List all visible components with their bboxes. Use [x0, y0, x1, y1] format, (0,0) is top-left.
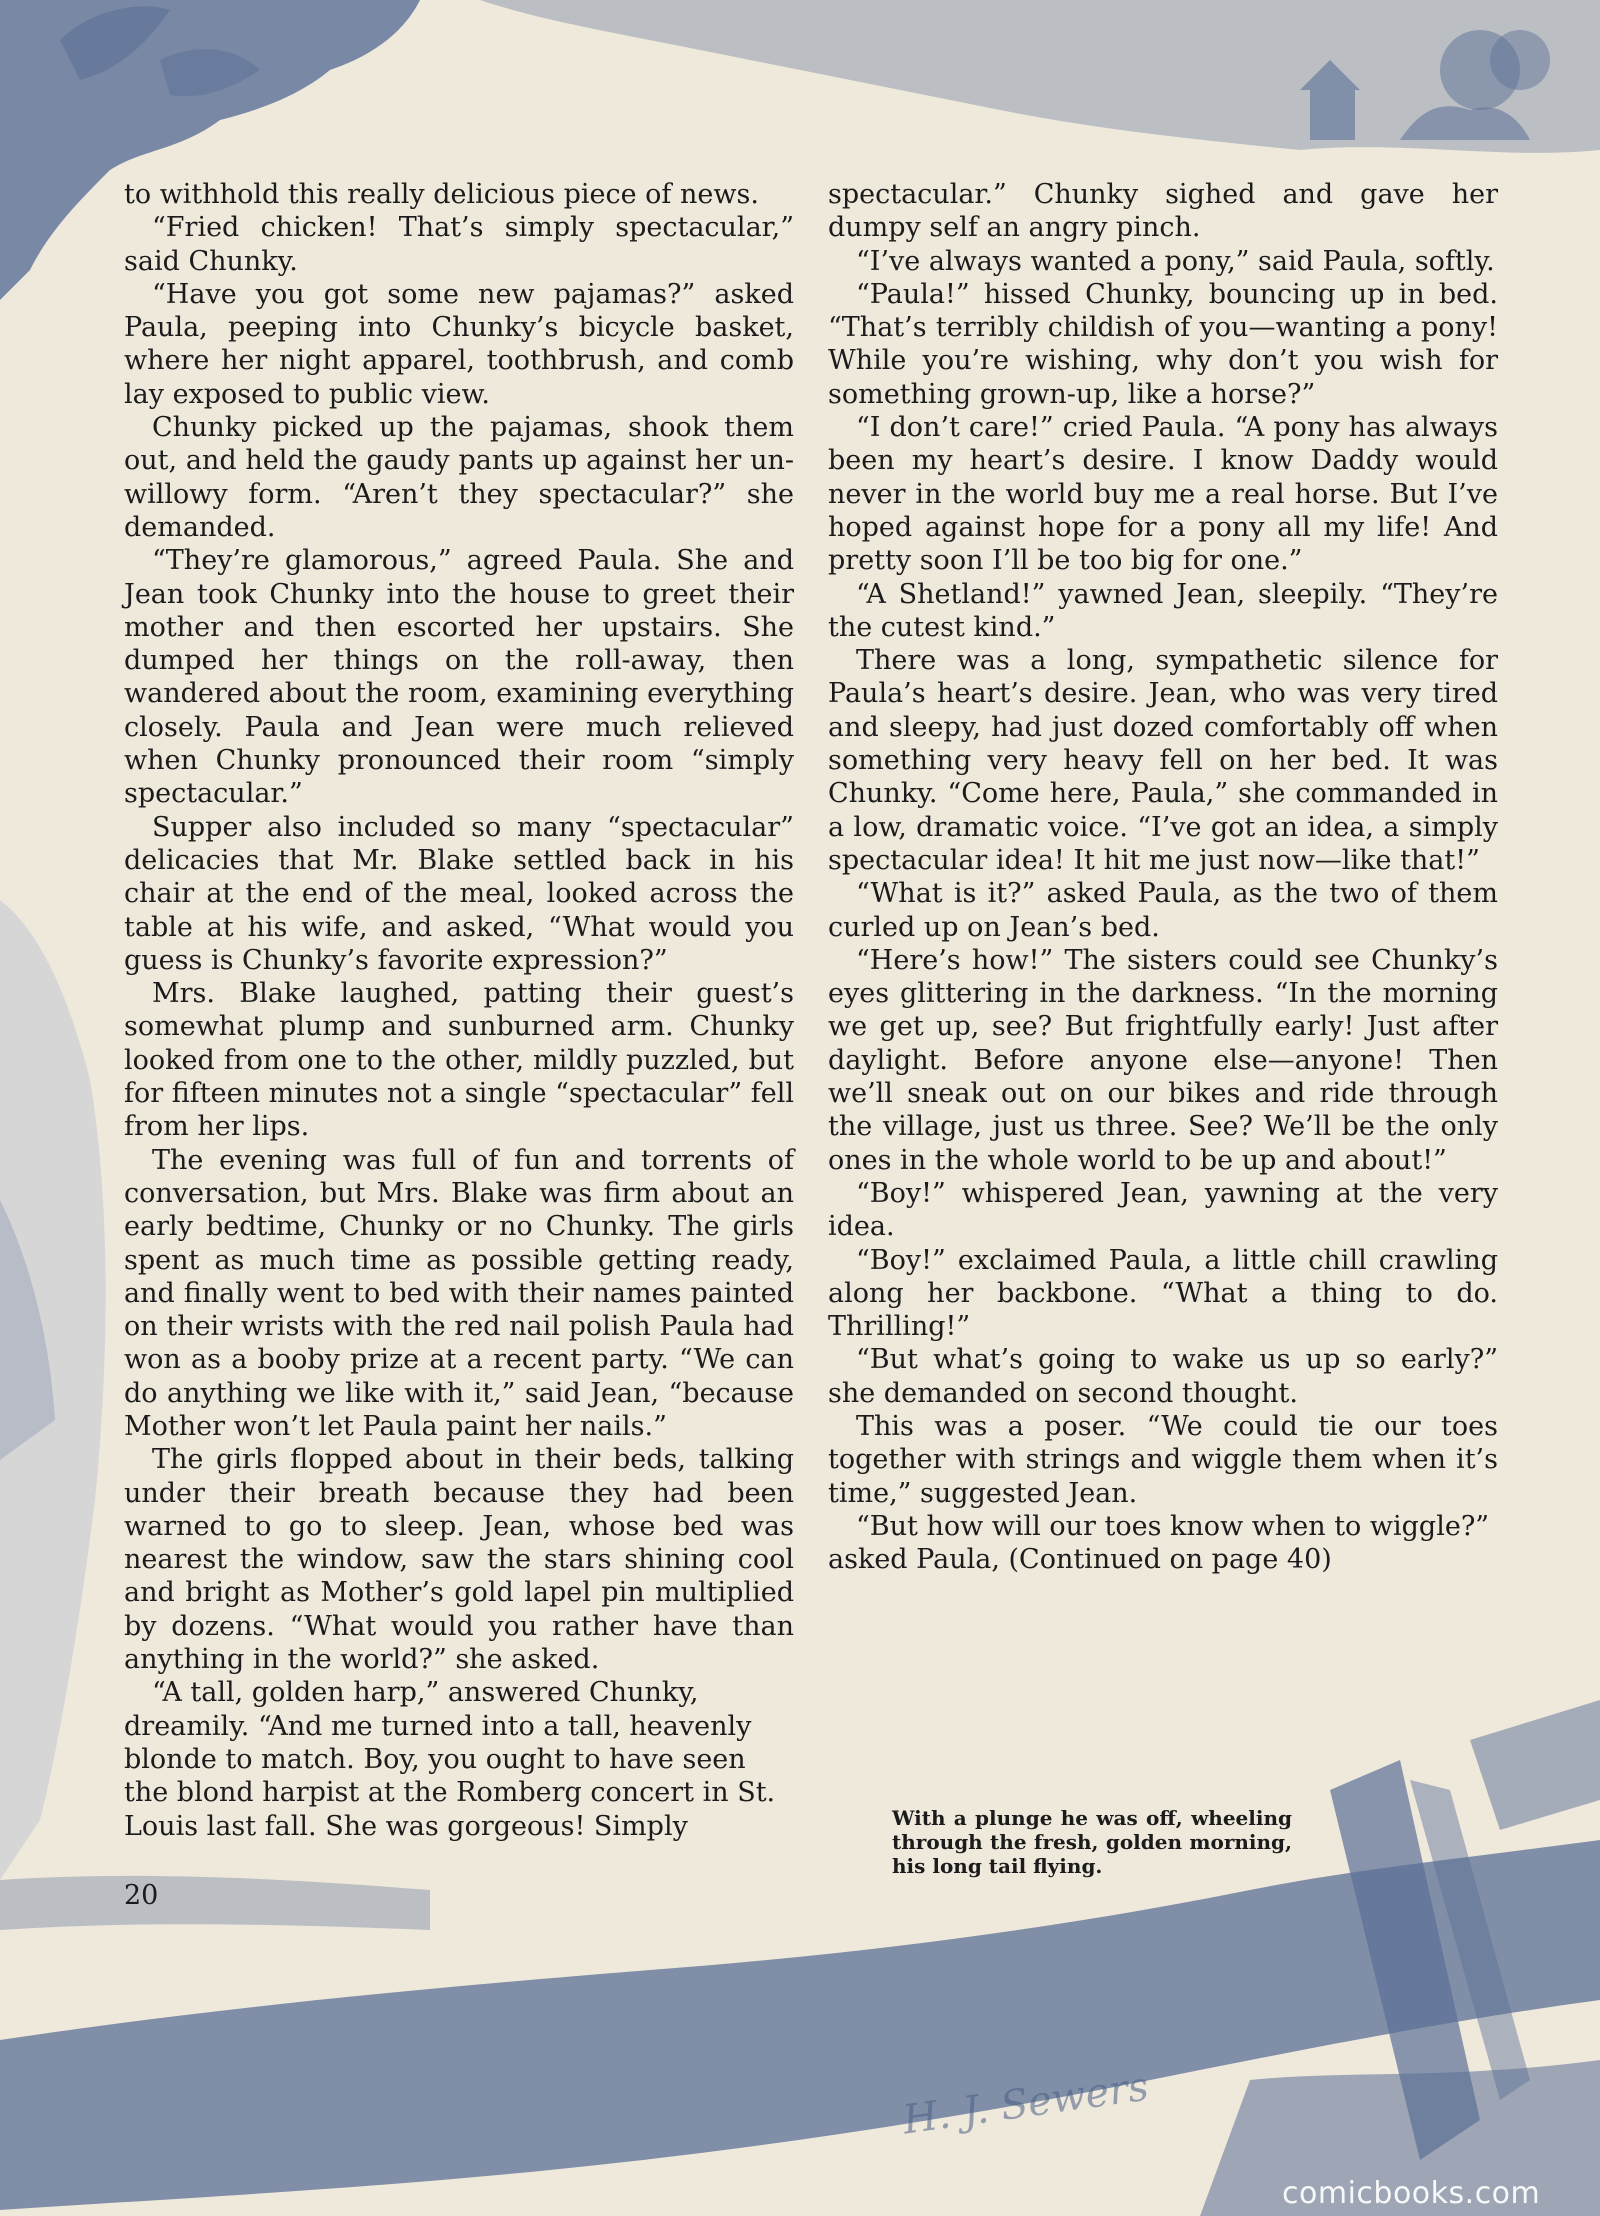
paragraph: “But what’s going to wake us up so early?” she demanded on second thought.: [828, 1344, 1498, 1409]
paragraph: “What is it?” asked Paula, as the two of them curled up on Jean’s bed.: [828, 878, 1498, 943]
paragraph: This was a poser. “We could tie our toes together with strings and wiggle them when it’s time,” suggested Jean.: [828, 1410, 1498, 1509]
illustration-caption: With a plunge he was off, wheeling through the fresh, golden morning, his long tail flying.: [892, 1806, 1292, 1878]
paragraph: “I’ve always wanted a pony,” said Paula, softly.: [856, 245, 1495, 277]
paragraph: “Have you got some new pajamas?” asked Paula, peeping into Chunky’s bicycle basket, where her night apparel, toothbrush, and comb lay exposed to public view.: [124, 278, 794, 410]
paragraph: “A Shetland!” yawned Jean, sleepily. “They’re the cutest kind.”: [828, 578, 1498, 643]
paragraph: “Here’s how!” The sisters could see Chunky’s eyes glittering in the darkness. “In the morning we get up, see? But frightfully early! Just after daylight. Before anyone else—anyone! Then we’ll sneak out on our bikes and ride through the village, just us three. See? We’ll be the only ones in the whole world to be up and about!”: [828, 944, 1498, 1176]
paragraph: “Fried chicken! That’s simply spectacular,” said Chunky.: [124, 212, 794, 277]
paragraph: Chunky picked up the pajamas, shook them out, and held the gaudy pants up against her un-willowy form. “Aren’t they spectacular?” she demanded.: [124, 412, 794, 543]
paragraph: The evening was full of fun and torrents of conversation, but Mrs. Blake was firm about an early bedtime, Chunky or no Chunky. The girls spent as much time as possible getting ready, and finally went to bed with their names painted on their wrists with the red nail polish Paula had won as a booby prize at a recent party. “We can do anything we like with it,” said Jean, “because Mother won’t let Paula paint her nails.”: [124, 1144, 794, 1442]
paragraph: “They’re glamorous,” agreed Paula. She and Jean took Chunky into the house to greet their mother and then escorted her upstairs. She dumped her things on the roll-away, then wandered about the room, examining everything closely. Paula and Jean were much relieved when Chunky pronounced their room “simply spectacular.”: [124, 545, 794, 810]
paragraph: There was a long, sympathetic silence for Paula’s heart’s desire. Jean, who was very tired and sleepy, had just dozed comfortably off when something very heavy fell on her bed. It was Chunky. “Come here, Paula,” she commanded in a low, dramatic voice. “I’ve got an idea, a simply spectacular idea! It hit me just now—like that!”: [828, 645, 1498, 876]
paragraph: “But how will our toes know when to wiggle?” asked Paula, (Continued on page 40): [828, 1510, 1490, 1576]
artist-signature: H. J. Sewers: [900, 2063, 1152, 2144]
text-column-right: [828, 178, 1498, 1576]
paragraph: Mrs. Blake laughed, patting their guest’s somewhat plump and sunburned arm. Chunky looked from one to the other, mildly puzzled, but for fifteen minutes not a single “spectacular” fell from her lips.: [124, 978, 794, 1143]
paragraph: Supper also included so many “spectacular” delicacies that Mr. Blake settled back in his chair at the end of the meal, looked across the table at his wife, and asked, “What would you guess is Chunky’s favorite expression?”: [124, 811, 794, 976]
paragraph: “Paula!” hissed Chunky, bouncing up in bed. “That’s terribly childish of you—wanting a pony! While you’re wishing, why don’t you wish for something grown-up, like a horse?”: [828, 278, 1498, 410]
paragraph: The girls flopped about in their beds, talking under their breath because they had been warned to go to sleep. Jean, whose bed was nearest the window, saw the stars shining cool and bright as Mother’s gold lapel pin multiplied by dozens. “What would you rather have than anything in the world?” she asked.: [124, 1444, 794, 1676]
paragraph: “Boy!” exclaimed Paula, a little chill crawling along her backbone. “What a thing to do. Thrilling!”: [828, 1244, 1498, 1343]
page-number: 20: [124, 1880, 159, 1911]
paragraph: to withhold this really delicious piece of news.: [124, 179, 759, 210]
site-watermark: comicbooks.com: [1282, 2176, 1541, 2211]
paragraph: “A tall, golden harp,” answered Chunky, dreamily. “And me turned into a tall, heavenly blonde to match. Boy, you ought to have seen the blond harpist at the Romberg concert in St. Louis last fall. She was gorgeous! Simply: [124, 1677, 776, 1842]
paragraph: “I don’t care!” cried Paula. “A pony has always been my heart’s desire. I know Daddy would never in the world buy me a real horse. But I’ve hoped against hope for a pony all my life! And pretty soon I’ll be too big for one.”: [828, 412, 1498, 577]
text-column-left: [124, 178, 794, 1843]
paragraph: spectacular.” Chunky sighed and gave her dumpy self an angry pinch.: [828, 179, 1498, 244]
paragraph: “Boy!” whispered Jean, yawning at the very idea.: [828, 1177, 1498, 1243]
